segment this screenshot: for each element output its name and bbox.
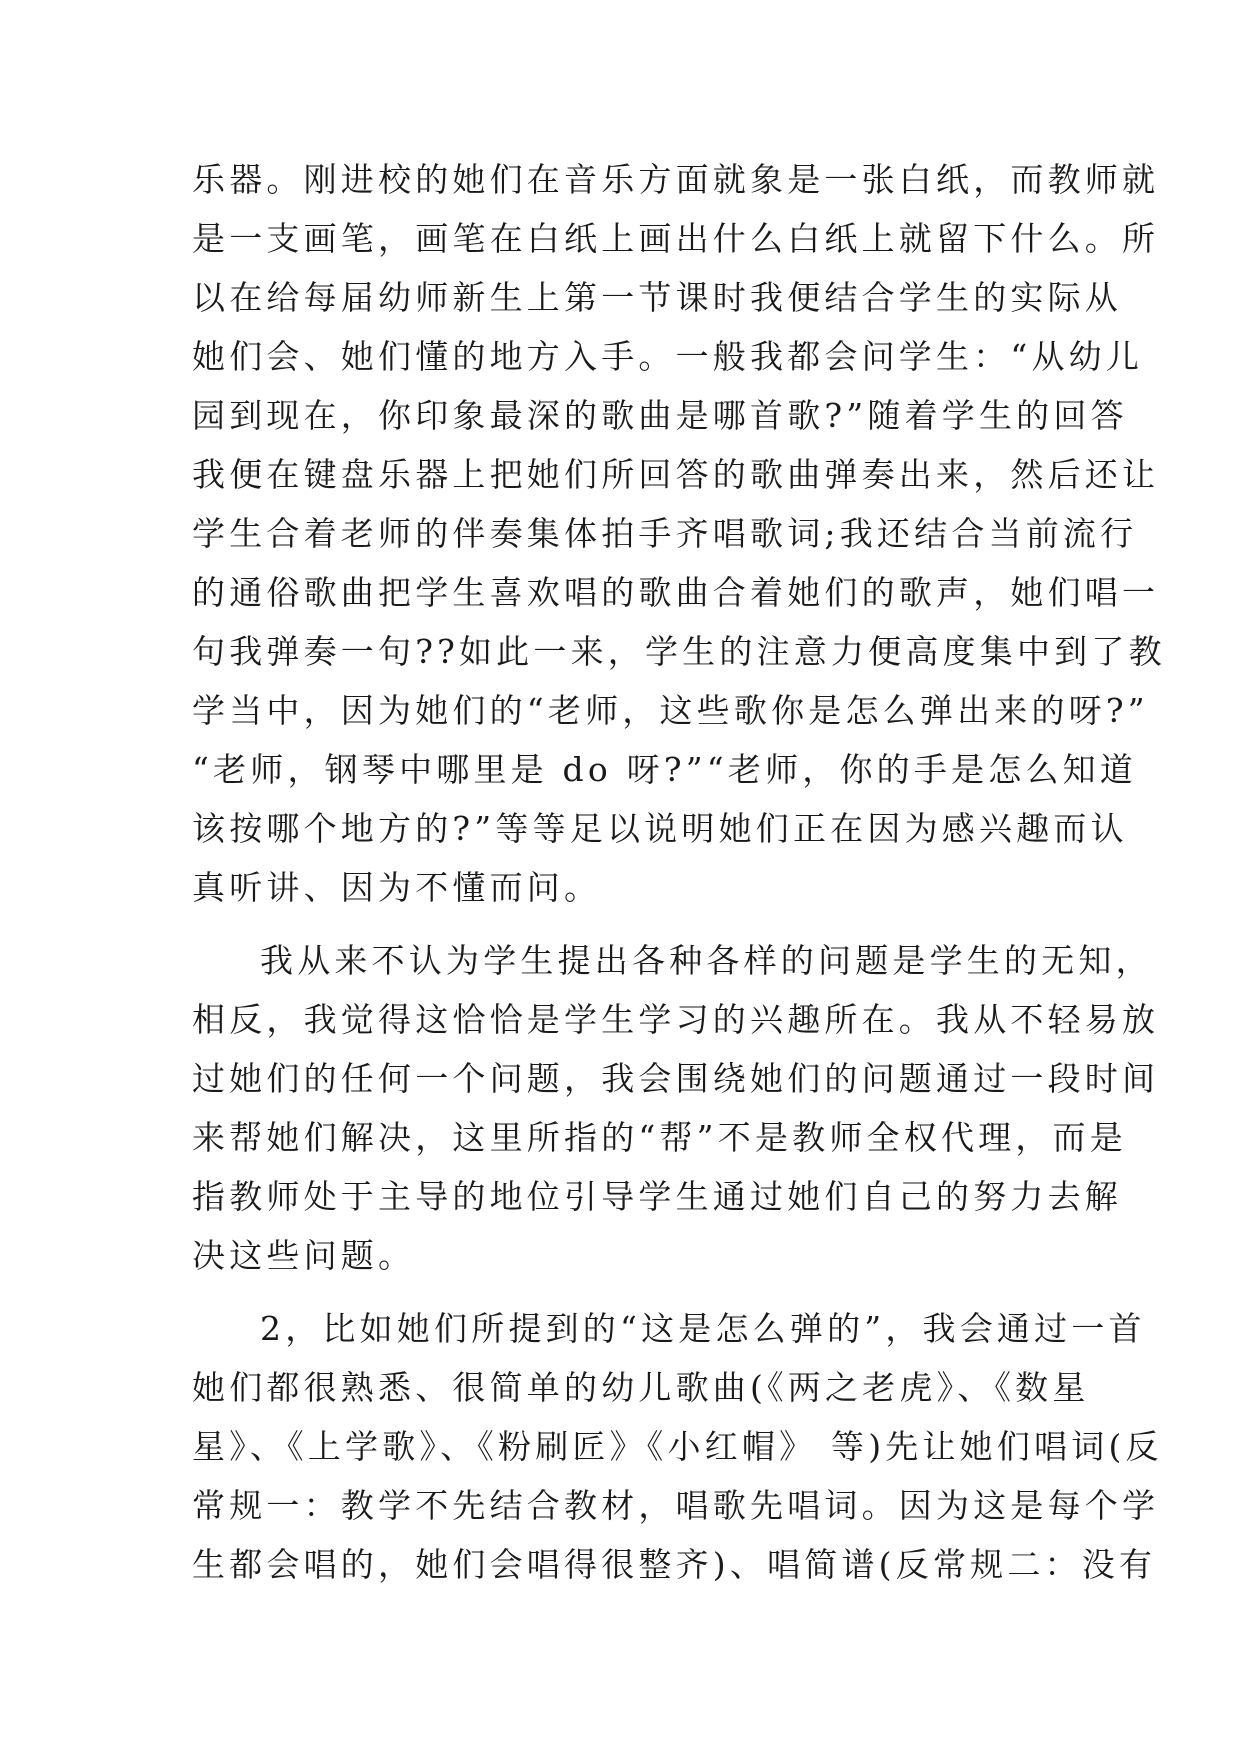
text-line: 园到现在，你印象最深的歌曲是哪首歌?”随着学生的回答	[192, 396, 1128, 435]
text-line: 过她们的任何一个问题，我会围绕她们的问题通过一段时间	[192, 1059, 1160, 1098]
paragraph	[192, 150, 1166, 917]
body-text	[192, 150, 1166, 1594]
text-line: 常规一：教学不先结合教材，唱歌先唱词。因为这是每个学	[192, 1486, 1160, 1525]
text-line: 乐器。刚进校的她们在音乐方面就象是一张白纸，而教师就	[192, 160, 1160, 199]
text-line: 的通俗歌曲把学生喜欢唱的歌曲合着她们的歌声，她们唱一	[192, 573, 1160, 612]
text-line: 决这些问题。	[192, 1236, 416, 1275]
text-line: 以在给每届幼师新生上第一节课时我便结合学生的实际从	[192, 278, 1122, 317]
text-line: 2，比如她们所提到的“这是怎么弹的”，我会通过一首	[260, 1309, 1146, 1348]
paragraph	[192, 1299, 1163, 1594]
text-line: 是一支画笔，画笔在白纸上画出什么白纸上就留下什么。所	[192, 219, 1160, 258]
text-line: 真听讲、因为不懂而问。	[192, 868, 602, 907]
text-line: 她们都很熟悉、很简单的幼儿歌曲(《两之老虎》、《数星	[192, 1368, 1090, 1407]
text-line: 她们会、她们懂的地方入手。一般我都会问学生：“从幼儿	[192, 337, 1144, 376]
text-line: 我便在键盘乐器上把她们所回答的歌曲弹奏出来，然后还让	[192, 455, 1160, 494]
text-line: 学生合着老师的伴奏集体拍手齐唱歌词;我还结合当前流行	[192, 514, 1138, 553]
text-line: 学当中，因为她们的“老师，这些歌你是怎么弹出来的呀?”	[192, 691, 1149, 730]
text-line: 指教师处于主导的地位引导学生通过她们自己的努力去解	[192, 1177, 1122, 1216]
text-line: 该按哪个地方的?”等等足以说明她们正在因为感兴趣而认	[192, 809, 1128, 848]
text-line: “老师，钢琴中哪里是 do 呀?”“老师，你的手是怎么知道	[192, 750, 1138, 789]
text-line: 相反，我觉得这恰恰是学生学习的兴趣所在。我从不轻易放	[192, 1000, 1160, 1039]
text-line: 星》、《上学歌》、《粉刷匠》《小红帽》 等)先让她们唱词(反	[192, 1427, 1163, 1466]
text-line: 句我弹奏一句??如此一来，学生的注意力便高度集中到了教	[192, 632, 1166, 671]
text-line: 生都会唱的，她们会唱得很整齐)、唱简谱(反常规二：没有	[192, 1545, 1157, 1584]
paragraph	[192, 931, 1160, 1285]
paragraph-spacer	[192, 917, 1072, 931]
paragraph-spacer	[192, 1285, 1072, 1299]
text-line: 我从来不认为学生提出各种各样的问题是学生的无知，	[260, 941, 1153, 980]
text-line: 来帮她们解决，这里所指的“帮”不是教师全权代理，而是	[192, 1118, 1127, 1157]
